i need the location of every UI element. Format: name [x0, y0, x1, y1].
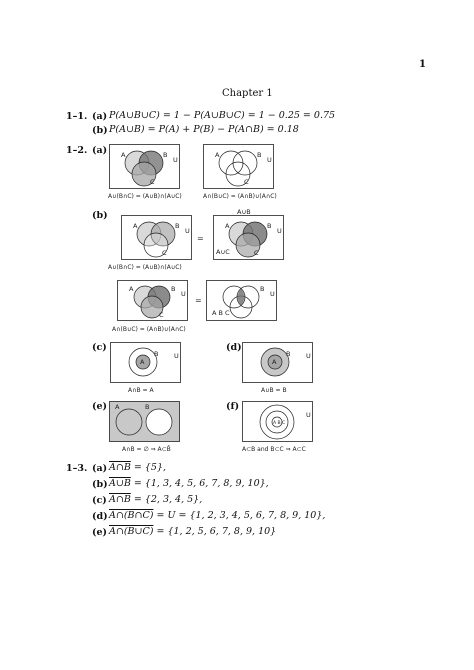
- set-b-label: B: [267, 222, 272, 230]
- universe-label: U: [173, 156, 178, 164]
- set-b-label: B: [257, 151, 262, 159]
- problem-1-3-number: 1–3.: [66, 463, 88, 474]
- problem-1-3c-lhs: A∩B: [109, 494, 131, 505]
- problem-1-3b-rhs: = {1, 3, 4, 5, 6, 7, 8, 9, 10},: [130, 478, 269, 489]
- chapter-title: Chapter 1: [222, 88, 273, 99]
- venn-diagram-b1-left: [121, 215, 193, 261]
- problem-1-2a-label: (a): [92, 145, 108, 156]
- problem-1-2c-label: (c): [92, 342, 107, 353]
- set-a-label: A: [115, 403, 120, 411]
- problem-1-2-number: 1–2.: [66, 145, 88, 156]
- set-b-label: B: [154, 350, 159, 358]
- caption-1-2b-second: A∩(B∪C) = (A∩B)∪(A∩C): [112, 326, 186, 333]
- problem-1-2f-label: (f): [226, 401, 240, 412]
- set-b-label: B: [163, 151, 168, 159]
- equals-sign: =: [197, 234, 204, 243]
- set-c-label: C: [150, 178, 155, 186]
- caption-1-2d: A∪B = B: [261, 387, 287, 394]
- universe-label: U: [270, 290, 275, 298]
- problem-1-2b-label: (b): [92, 210, 108, 221]
- set-b-label: B: [286, 350, 291, 358]
- problem-1-2e-label: (e): [92, 401, 108, 412]
- venn-diagram-b1-right: [213, 208, 285, 261]
- set-a-label: A: [272, 358, 277, 366]
- set-a-label: A: [121, 151, 126, 159]
- problem-1-3b-label: (b): [92, 479, 108, 490]
- problem-1-3b-equation: [109, 478, 269, 489]
- set-a-label: A: [129, 285, 134, 293]
- nested-abc-labels: A B C: [273, 421, 286, 426]
- page-number: 1: [419, 59, 426, 70]
- problem-1-3c-label: (c): [92, 495, 107, 506]
- caption-1-2b-first: A∪(B∩C) = (A∪B)∩(A∪C): [108, 264, 182, 271]
- annotation-a-union-c: A∪C: [216, 248, 230, 256]
- universe-label: U: [181, 290, 186, 298]
- problem-1-1-number: 1–1.: [66, 111, 88, 122]
- equals-sign: =: [195, 296, 202, 305]
- venn-diagram-a-left: [109, 144, 181, 190]
- problem-1-3e-label: (e): [92, 527, 108, 538]
- venn-diagram-d: [242, 342, 314, 384]
- problem-1-1b-equation: P(A∪B) = P(A) + P(B) − P(A∩B) = 0.18: [109, 124, 299, 135]
- problem-1-2d-label: (d): [226, 342, 242, 353]
- problem-1-3b-lhs: A∪B: [109, 478, 131, 489]
- problem-1-3d-rhs: = U = {1, 2, 3, 4, 5, 6, 7, 8, 9, 10},: [153, 510, 326, 521]
- venn-diagram-a-right: [203, 144, 275, 190]
- problem-1-3d-lhs: A∩(B∩C): [109, 510, 154, 521]
- universe-label: U: [267, 156, 272, 164]
- set-a-label: A: [133, 222, 138, 230]
- venn-diagram-b2-left: [117, 280, 189, 322]
- caption-1-2a-right: A∩(B∪C) = (A∩B)∪(A∩C): [203, 193, 277, 200]
- problem-1-3a-equation: [109, 462, 166, 473]
- set-b-label: B: [175, 222, 180, 230]
- problem-1-1a-label: (a): [92, 111, 108, 122]
- universe-label: U: [306, 352, 311, 360]
- venn-diagram-b2-right: [206, 280, 278, 322]
- problem-1-3a-rhs: = {5},: [130, 462, 166, 473]
- caption-1-2c: A∩B = A: [128, 387, 154, 394]
- caption-1-2f: A⊂B and B⊂C ⇒ A⊂C: [242, 446, 306, 453]
- set-c-label: C: [162, 249, 167, 257]
- problem-1-1b-label: (b): [92, 125, 108, 136]
- set-a-label: A: [225, 222, 230, 230]
- caption-1-2e: A∩B = ∅ ⇒ A⊂B̄: [122, 446, 171, 453]
- problem-1-3d-label: (d): [92, 511, 108, 522]
- universe-label: U: [306, 411, 311, 419]
- set-c-label: C: [244, 178, 249, 186]
- universe-label: U: [185, 227, 190, 235]
- venn-diagram-f: [242, 401, 314, 443]
- problem-1-3e-lhs: A∩(B∪C): [109, 526, 154, 537]
- set-c-label: C: [254, 249, 259, 257]
- problem-1-3a-label: (a): [92, 463, 108, 474]
- universe-label: U: [277, 227, 282, 235]
- nested-abc-labels: A B C: [212, 309, 230, 317]
- problem-1-3a-lhs: A∩B: [109, 462, 131, 473]
- problem-1-3d-equation: [109, 510, 325, 521]
- problem-1-3c-rhs: = {2, 3, 4, 5},: [130, 494, 203, 505]
- problem-1-1a-equation: P(A∪B∪C) = 1 − P(A∪B∪C) = 1 − 0.25 = 0.75: [109, 110, 336, 121]
- set-b-label: B: [145, 403, 150, 411]
- annotation-a-union-b: A∪B: [237, 208, 251, 216]
- set-c-label: C: [159, 311, 164, 319]
- problem-1-3e-equation: [109, 526, 276, 537]
- set-a-label: A: [140, 358, 145, 366]
- problem-1-3c-equation: [109, 494, 202, 505]
- set-a-label: A: [215, 151, 220, 159]
- caption-1-2a-left: A∪(B∩C) = (A∪B)∩(A∪C): [108, 193, 182, 200]
- set-b-label: B: [260, 285, 265, 293]
- universe-label: U: [174, 352, 179, 360]
- problem-1-3e-rhs: = {1, 2, 5, 6, 7, 8, 9, 10}: [153, 526, 277, 537]
- venn-diagram-c: [110, 342, 182, 384]
- set-b-label: B: [171, 285, 176, 293]
- venn-diagram-e: [109, 401, 181, 443]
